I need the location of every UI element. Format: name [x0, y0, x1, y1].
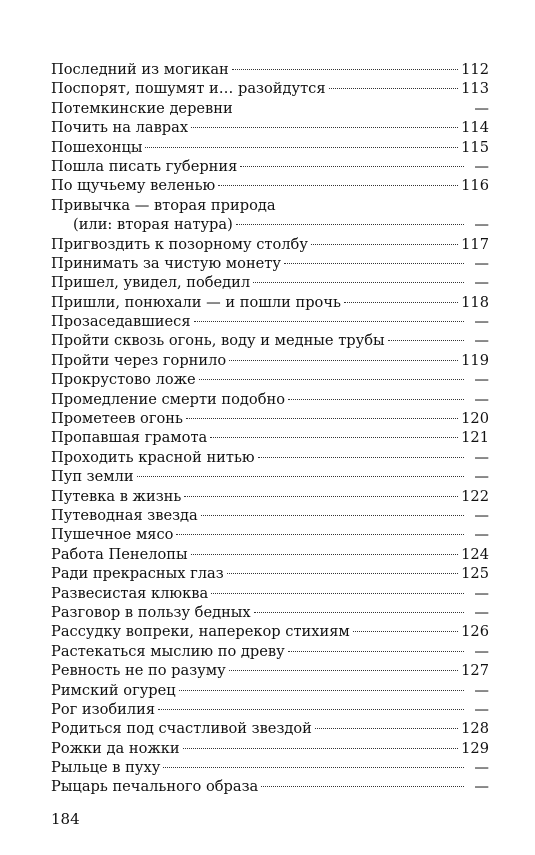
toc-entry-title: Родиться под счастливой звездой — [51, 720, 312, 738]
toc-entry-title: Последний из могикан — [51, 61, 229, 78]
dot-leader — [236, 224, 464, 225]
toc-entry-title: Пригвоздить к позорному столбу — [51, 235, 308, 253]
dot-leader — [232, 69, 458, 70]
toc-entry — [51, 681, 489, 700]
toc-entry — [51, 719, 489, 738]
dot-leader — [329, 88, 459, 89]
toc-entry-page: 124 — [461, 545, 489, 563]
toc-entry-title: Ради прекрасных глаз — [51, 565, 224, 583]
toc-entry — [51, 564, 489, 583]
toc-entry — [51, 312, 489, 331]
toc-entry-title: Потемкинские деревни — [51, 99, 233, 117]
toc-entry-page: 112 — [461, 61, 489, 78]
dot-leader — [186, 418, 458, 419]
toc-entry-page: 127 — [461, 662, 489, 680]
toc-entry-title: Пуп земли — [51, 468, 134, 486]
toc-entry-page: — — [474, 584, 489, 602]
toc-entry-page: — — [474, 99, 489, 117]
toc-entry — [51, 293, 489, 312]
toc-entry-title: Рассудку вопреки, наперекор стихиям — [51, 623, 350, 641]
toc-entry — [51, 254, 489, 273]
toc-entry — [51, 118, 489, 137]
toc-entry — [51, 235, 489, 254]
toc-entry-title: Рыцарь печального образа — [51, 778, 259, 796]
dot-leader — [315, 728, 458, 729]
toc-entry-page: 125 — [461, 565, 489, 583]
toc-entry-title: Ревность не по разуму — [51, 662, 226, 680]
dot-leader — [288, 399, 464, 400]
dot-leader — [311, 244, 458, 245]
toc-entry-page: — — [474, 254, 489, 272]
toc-entry — [51, 196, 489, 215]
toc-entry — [51, 467, 489, 486]
toc-entry-title: Пришли, понюхали — и пошли прочь — [51, 293, 341, 311]
toc-entry-page: — — [474, 468, 489, 486]
toc-entry-title: Пройти через горнило — [51, 351, 227, 369]
toc-entry — [51, 545, 489, 564]
dot-leader — [353, 631, 458, 632]
toc-entry-title: Развесистая клюква — [51, 584, 209, 602]
toc-entry-title: Растекаться мыслию по древу — [51, 642, 285, 660]
toc-entry — [51, 487, 489, 506]
dot-leader — [288, 651, 464, 652]
dot-leader — [227, 573, 458, 574]
dot-leader — [218, 185, 458, 186]
dot-leader — [163, 767, 464, 768]
toc-entry-title: Римский огурец — [51, 681, 176, 699]
toc-entry-title: По щучьему веленью — [51, 177, 216, 195]
dot-leader — [199, 379, 464, 380]
toc-entry-title: Проходить красной нитью — [51, 448, 255, 466]
toc-entry — [51, 622, 489, 641]
toc-entry-title: Пройти сквозь огонь, воду и медные трубы — [51, 332, 385, 350]
toc-entry-page: — — [474, 390, 489, 408]
dot-leader — [183, 748, 459, 749]
toc-entry-page: 113 — [461, 80, 489, 98]
dot-leader — [284, 263, 464, 264]
toc-entry-title: Рожки да ножки — [51, 739, 180, 757]
dot-leader — [258, 457, 464, 458]
toc-entry — [51, 331, 489, 350]
toc-entry — [51, 428, 489, 447]
toc-entry — [51, 370, 489, 389]
dot-leader — [229, 360, 458, 361]
toc-entry-page: 120 — [461, 410, 489, 428]
dot-leader — [344, 302, 458, 303]
toc-entry — [51, 525, 489, 544]
toc-entry-title: Почить на лаврах — [51, 119, 189, 137]
dot-leader — [137, 476, 464, 477]
dot-leader — [254, 612, 464, 613]
dot-leader — [253, 282, 464, 283]
toc-entry-title: Рог изобилия — [51, 700, 156, 718]
toc-entry — [51, 448, 489, 467]
dot-leader — [261, 786, 464, 787]
toc-entry-page: 117 — [461, 235, 489, 253]
toc-entry-title: Рыльце в пуху — [51, 759, 161, 777]
toc-entry-page: 121 — [461, 429, 489, 447]
toc-entry-page: — — [474, 506, 489, 524]
dot-leader — [191, 127, 458, 128]
dot-leader — [145, 147, 458, 148]
toc-entry-page: — — [474, 332, 489, 350]
toc-entry — [51, 700, 489, 719]
toc-entry-title: Пошехонцы — [51, 138, 143, 156]
toc-entry-page: — — [474, 759, 489, 777]
toc-entry-title: Привычка — вторая природа — [51, 196, 276, 214]
toc-entry — [51, 642, 489, 661]
dot-leader — [201, 515, 464, 516]
toc-entry — [51, 99, 489, 118]
toc-entry-page: — — [474, 526, 489, 544]
toc-entry-page: — — [474, 274, 489, 292]
dot-leader — [210, 437, 458, 438]
toc-entry — [51, 215, 489, 234]
toc-entry-title: Прозаседавшиеся — [51, 313, 191, 331]
toc-entry — [51, 603, 489, 622]
toc-entry-title: Пришел, увидел, победил — [51, 274, 251, 292]
toc-entry-page: — — [474, 700, 489, 718]
toc-entry — [51, 739, 489, 758]
page-number: 184 — [51, 810, 80, 828]
toc-entry — [51, 138, 489, 157]
toc-entry — [51, 584, 489, 603]
dot-leader — [184, 496, 458, 497]
toc-entry — [51, 777, 489, 796]
toc-entry-page: — — [474, 642, 489, 660]
toc-entry-page: 115 — [461, 138, 489, 156]
toc-entry — [51, 390, 489, 409]
toc-entry-title: Пошла писать губерния — [51, 157, 238, 175]
toc-entry-page: — — [474, 681, 489, 699]
toc-entry-page: — — [474, 216, 489, 234]
toc-entry-title: (или: вторая натура) — [73, 216, 233, 234]
toc-entry-title: Пропавшая грамота — [51, 429, 208, 447]
toc-entry — [51, 157, 489, 176]
toc-entry — [51, 60, 489, 79]
dot-leader — [191, 554, 459, 555]
toc-entry-page: — — [474, 157, 489, 175]
table-of-contents — [51, 60, 489, 797]
toc-entry-title: Путеводная звезда — [51, 506, 198, 524]
dot-leader — [388, 340, 464, 341]
toc-entry-page: — — [474, 603, 489, 621]
toc-entry-page: 116 — [461, 177, 489, 195]
toc-entry — [51, 351, 489, 370]
toc-entry-page: 129 — [461, 739, 489, 757]
toc-entry-title: Принимать за чистую монету — [51, 254, 281, 272]
dot-leader — [176, 534, 464, 535]
toc-entry-title: Работа Пенелопы — [51, 545, 188, 563]
toc-entry — [51, 79, 489, 98]
toc-entry — [51, 661, 489, 680]
toc-entry-title: Промедление смерти подобно — [51, 390, 285, 408]
toc-entry — [51, 506, 489, 525]
toc-entry-title: Прометеев огонь — [51, 410, 183, 428]
toc-entry-page: 119 — [461, 351, 489, 369]
toc-entry-page: 118 — [461, 293, 489, 311]
dot-leader — [229, 670, 458, 671]
dot-leader — [240, 166, 464, 167]
toc-entry-title: Пушечное мясо — [51, 526, 174, 544]
toc-entry-title: Поспорят, пошумят и… разойдутся — [51, 80, 326, 98]
toc-entry-page: 126 — [461, 623, 489, 641]
toc-entry-title: Путевка в жизнь — [51, 487, 182, 505]
toc-entry-title: Прокрустово ложе — [51, 371, 196, 389]
dot-leader — [194, 321, 464, 322]
toc-entry-page: — — [474, 448, 489, 466]
toc-entry — [51, 273, 489, 292]
toc-entry-page: — — [474, 313, 489, 331]
toc-entry-page: 128 — [461, 720, 489, 738]
dot-leader — [179, 690, 464, 691]
toc-entry-title: Разговор в пользу бедных — [51, 603, 251, 621]
toc-entry — [51, 409, 489, 428]
dot-leader — [158, 709, 464, 710]
toc-entry — [51, 758, 489, 777]
toc-entry-page: — — [474, 778, 489, 796]
dot-leader — [211, 593, 464, 594]
toc-entry — [51, 176, 489, 195]
toc-entry-page: 122 — [461, 487, 489, 505]
toc-entry-page: 114 — [461, 119, 489, 137]
toc-entry-page: — — [474, 371, 489, 389]
